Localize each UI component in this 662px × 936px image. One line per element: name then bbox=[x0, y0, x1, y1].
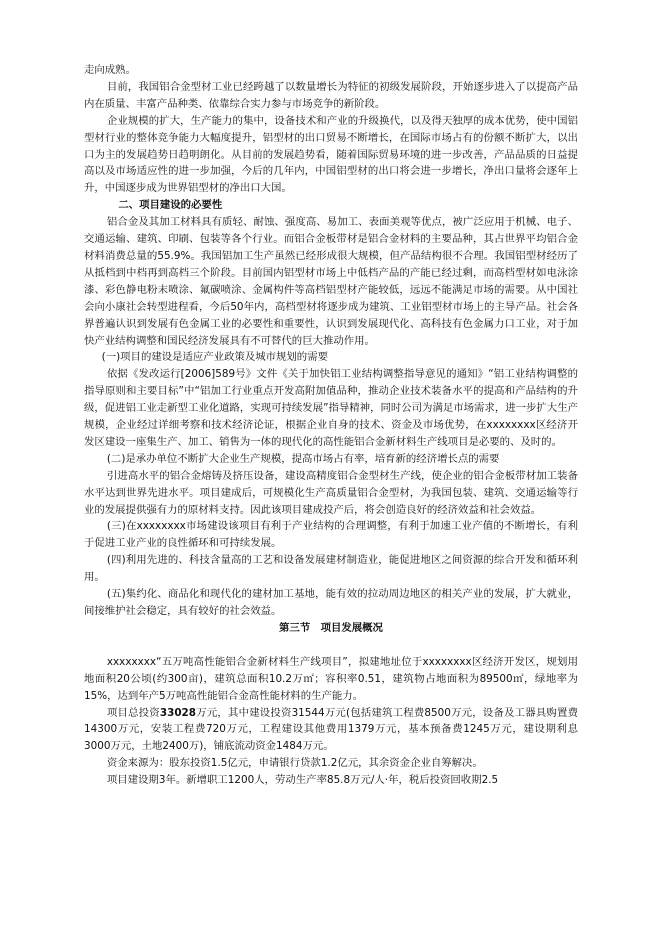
subheading-2: (二)是承办单位不断扩大企业生产规模，提高市场占有率，培育新的经济增长点的需要 bbox=[106, 452, 500, 465]
investment-label: 项目总投资 bbox=[106, 706, 160, 719]
paragraph: 目前，我国铝合金型材工业已经跨越了以数量增长为特征的初级发展阶段，开始逐步进入了以提高产品内在质量、丰富产品种类、依靠综合实力参与市场竞争的新阶段。 bbox=[84, 80, 578, 110]
spacer bbox=[84, 637, 578, 654]
subheading-3: (三)在xxxxxxxx市场建设该项目有利于产业结构的合理调整，有利于加速工业产值的不断增长，有利于促进工业产业的良性循环和可持续发展。 bbox=[84, 520, 578, 550]
investment-detail: 万元，其中建设投资31544万元(包括建筑工程费8500万元，设备及工器具购置费14300万元，安装工程费720万元，工程建设其他费用1379万元，基本预备费1245万元，建设期利息3000万元，土地2400万)，铺底流动资金1484万元。 bbox=[84, 706, 578, 753]
investment-total: 33028 bbox=[159, 706, 197, 719]
subheading-4: (四)利用先进的、科技含量高的工艺和设备发展建材制造业，能促进地区之间资源的综合开发和循环利用。 bbox=[84, 554, 578, 584]
section-title-project-overview: 第三节 项目发展概况 bbox=[279, 621, 383, 634]
paragraph: 引进高水平的铝合金熔铸及挤压设备，建设高精度铝合金型材生产线，使企业的铝合金板带材加工装备水平达到世界先进水平。项目建成后，可规模化生产高质量铝合金型材，为我国包装、建筑、交通运输等行业的发展提供强有力的原材料支持。因此该项目建成投产后，将会创造良好的经济效益和社会效益。 bbox=[84, 469, 578, 516]
paragraph: 资金来源为：股东投资1.5亿元，申请银行贷款1.2亿元，其余资金企业自筹解决。 bbox=[106, 757, 483, 770]
paragraph-investment bbox=[84, 705, 578, 756]
paragraph: 走向成熟。 bbox=[84, 64, 136, 76]
paragraph: 企业规模的扩大，生产能力的集中，设备技术和产业的升级换代，以及得天独厚的成本优势，使中国铝型材行业的整体竞争能力大幅度提升，铝型材的出口贸易不断增长，在国际市场占有的份额不断扩大，以出口为主的发展趋势日趋明朗化。从目前的发展趋势看，随着国际贸易环境的进一步改善，产品品质的日益提高以及市场适应性的进一步加强，今后的几年内，中国铝型材的出口将会进一步增长，净出口量将会逐年上升，中国逐步成为世界铝型材的净出口大国。 bbox=[84, 114, 578, 195]
subheading-1: (一)项目的建设是适应产业政策及城市规划的需要 bbox=[101, 351, 328, 364]
subheading-5: (五)集约化、商品化和现代化的建材加工基地，能有效的拉动周边地区的相关产业的发展，扩大就业，间接维护社会稳定，具有较好的社会效益。 bbox=[84, 588, 578, 617]
paragraph: 依据《发改运行[2006]589号》文件《关于加快铝工业结构调整指导意见的通知》“铝工业结构调整的指导原则和主要目标”中“铝加工行业重点开发高附加值品种，推动企业技术装备水平的提高和产品结构的升级，促进铝工业走新型工业化道路，实现可持续发展”指导精神，同时公司为满足市场需求，进一步扩大生产规模，企业经过详细考察和技术经济论证，根据企业自身的技术、资金及市场优势，在xxxxxxxx区经济开发区建设一座集生产、加工、销售为一体的现代化的高性能铝合金新材料生产线项目是必要的、及时的。 bbox=[84, 368, 578, 448]
paragraph: xxxxxxxx“五万吨高性能铝合金新材料生产线项目”，拟建地址位于xxxxxxxx区经济开发区，规划用地面积20公顷(约300亩)，建筑总面积10.2万㎡；容积率0.51，建筑物占地面积为89500㎡，绿地率为15%，达到年产5万吨高性能铝合金高性能材料的生产能力。 bbox=[84, 655, 578, 702]
paragraph: 项目建设期3年。新增职工1200人，劳动生产率85.8万元/人·年，税后投资回收期2.5 bbox=[106, 774, 499, 787]
section-heading-necessity: 二、项目建设的必要性 bbox=[118, 199, 223, 212]
document-body bbox=[84, 62, 578, 789]
paragraph: 铝合金及其加工材料具有质轻、耐蚀、强度高、易加工、表面美观等优点，被广泛应用于机械、电子、交通运输、建筑、印刷、包装等各个行业。而铝合金板带材是铝合金材料的主要品种，其占世界平均铝合金材料消费总量的55.9%。我国铝加工生产虽然已经形成很大规模，但产品结构很不合理。我国铝型材经历了从抵档到中档再到高档三个阶段。目前国内铝型材市场上中低档产品的产能已经过剩，而高档型材如电泳涂漆、彩色静电粉末喷涂、氟碳喷涂、金属构件等高档铝型材产能较低，远远不能满足市场的需要。从中国社会向小康社会转型进程看，今后50年内，高档型材将逐步成为建筑、工业铝型材市场上的主导产品。社会各界普遍认识到发展有色金属工业的必要性和重要性，认识到发展现代化、高科技有色金属力口工业，对于加快产业结构调整和国民经济发展具有不可替代的巨大推动作用。 bbox=[84, 216, 578, 347]
